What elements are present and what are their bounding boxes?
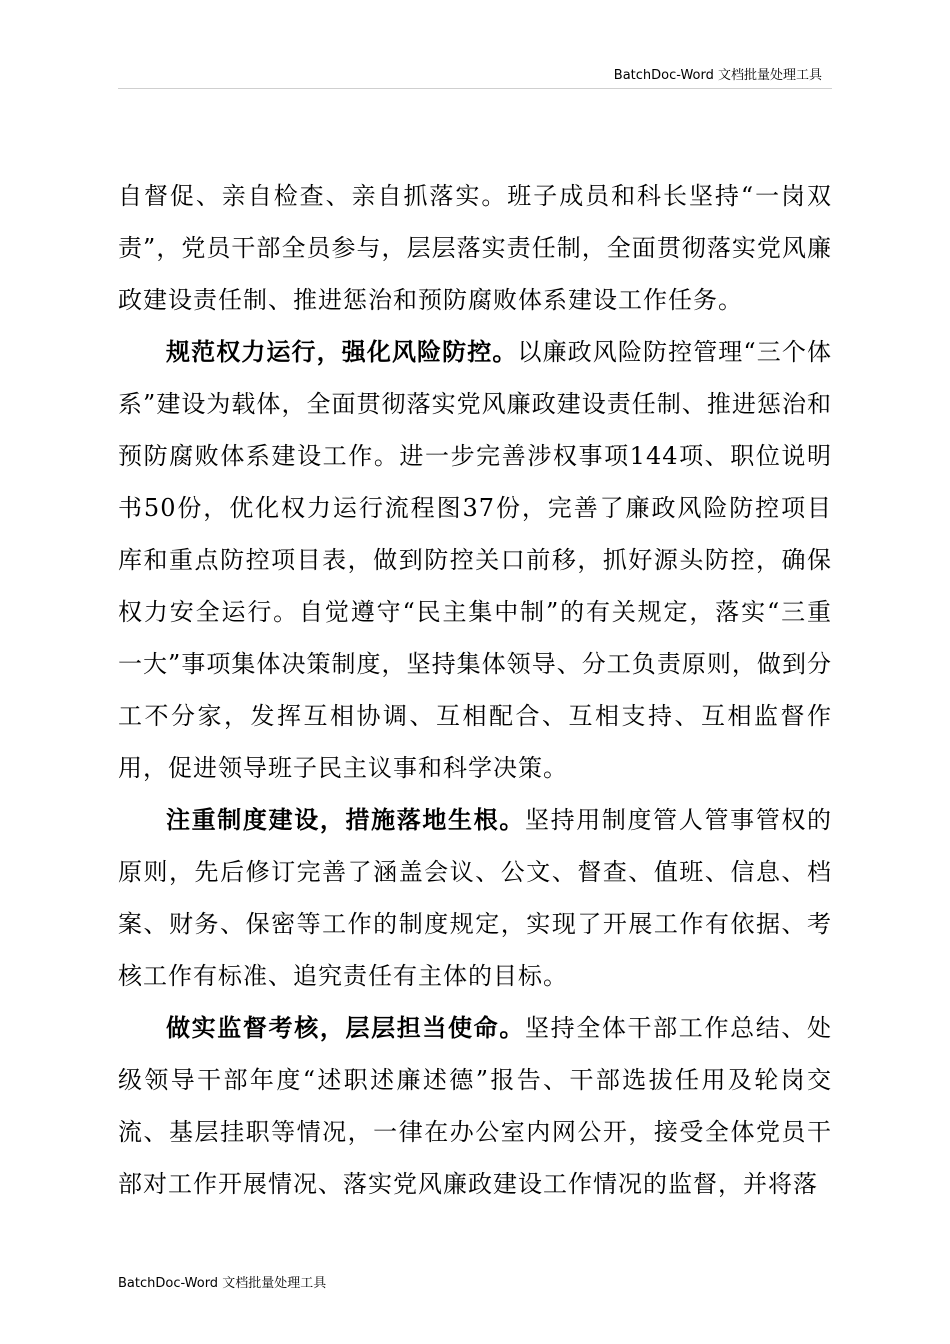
paragraph-text: 坚持全体干部工作总结、处级领导干部年度“述职述廉述德”报告、干部选拔任用及轮岗交流、基层挂职等情况，一律在办公室内网公开，接受全体党员干部对工作开展情况、落实党风廉政建设工作情况的监督，并将落 [118,1014,833,1198]
paragraph-system-building [118,794,832,1002]
paragraph-heading: 做实监督考核，层层担当使命。 [166,1013,525,1042]
document-body [118,170,832,1210]
paragraph-heading: 注重制度建设，措施落地生根。 [166,805,525,834]
paragraph-text: 自督促、亲自检查、亲自抓落实。班子成员和科长坚持“一岗双责”，党员干部全员参与，层层落实责任制，全面贯彻落实党风廉政建设责任制、推进惩治和预防腐败体系建设工作任务。 [118,182,832,314]
paragraph-continuation [118,170,832,326]
paragraph-text: 坚持用制度管人管事管权的原则，先后修订完善了涵盖会议、公文、督查、值班、信息、档案、财务、保密等工作的制度规定，实现了开展工作有依据、考核工作有标准、追究责任有主体的目标。 [118,806,833,990]
page-header: BatchDoc-Word 文档批量处理工具 [613,68,822,83]
header-divider [118,88,832,89]
paragraph-text: 以廉政风险防控管理“三个体系”建设为载体，全面贯彻落实党风廉政建设责任制、推进惩治和预防腐败体系建设工作。进一步完善涉权事项144项、职位说明书50份，优化权力运行流程图37份，完善了廉政风险防控项目库和重点防控项目表，做到防控关口前移，抓好源头防控，确保权力安全运行。自觉遵守“民主集中制”的有关规定，落实“三重一大”事项集体决策制度，坚持集体领导、分工负责原则，做到分工不分家，发挥互相协调、互相配合、互相支持、互相监督作用，促进领导班子民主议事和科学决策。 [118,338,832,782]
paragraph-heading: 规范权力运行，强化风险防控。 [166,337,518,366]
paragraph-supervision [118,1002,832,1210]
paragraph-power-operation [118,326,832,794]
page-footer: BatchDoc-Word 文档批量处理工具 [118,1276,327,1291]
